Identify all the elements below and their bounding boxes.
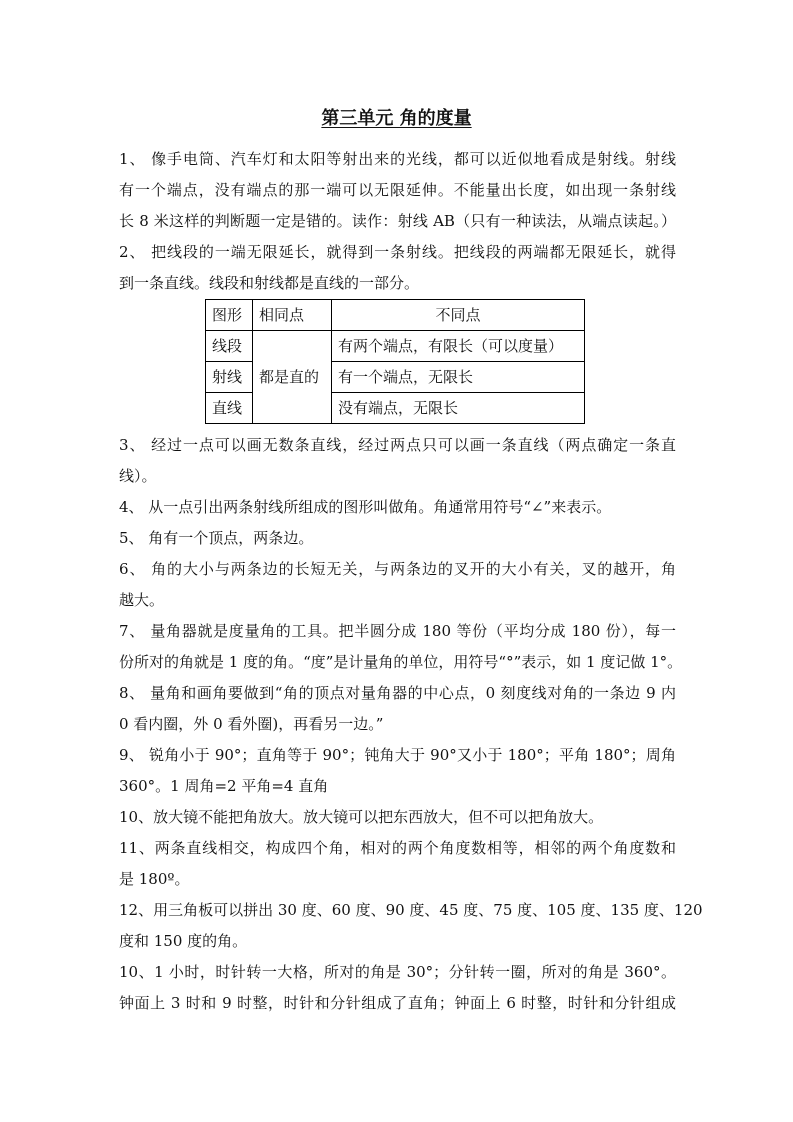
text-line: 钟面上 3 时和 9 时整，时针和分针组成了直角；钟面上 6 时整，时针和分针组成 <box>119 994 676 1012</box>
text-line: 9、 锐角小于 90°；直角等于 90°；钝角大于 90°又小于 180°；平角 180°；周角 <box>119 746 676 764</box>
text-line: 0 看内圈，外 0 看外圈)，再看另一边。” <box>119 715 384 733</box>
text-line: 度和 150 度的角。 <box>119 932 248 950</box>
text-line: 8、 量角和画角要做到“角的顶点对量角器的中心点，0 刻度线对角的一条边 9 内 <box>119 684 676 702</box>
paragraph-4 <box>119 492 676 523</box>
paragraph-8 <box>119 678 676 740</box>
text-line: 线）。 <box>119 467 157 485</box>
text-line: 6、 角的大小与两条边的长短无关，与两条边的叉开的大小有关，叉的越开，角 <box>119 560 676 578</box>
text-line: 5、 角有一个顶点，两条边。 <box>119 529 314 547</box>
table-cell-shape: 直线 <box>206 393 253 424</box>
table-header: 不同点 <box>332 300 585 331</box>
text-line: 是 180º。 <box>119 870 190 888</box>
text-line: 越大。 <box>119 591 165 609</box>
text-line: 长 8 米这样的判断题一定是错的。读作：射线 AB（只有一种读法，从端点读起。） <box>119 212 676 230</box>
text-line: 份所对的角就是 1 度的角。“度”是计量角的单位，用符号“°”表示，如 1 度记做 1°。 <box>119 653 683 671</box>
table-cell-shape: 射线 <box>206 362 253 393</box>
table-cell-diff: 有一个端点，无限长 <box>332 362 585 393</box>
text-line: 到一条直线。线段和射线都是直线的一部分。 <box>119 274 420 292</box>
table-header: 相同点 <box>253 300 332 331</box>
paragraph-12 <box>119 895 703 957</box>
paragraph-10 <box>119 802 676 833</box>
table-cell-shape: 线段 <box>206 331 253 362</box>
paragraph-13 <box>119 957 676 1019</box>
table-header: 图形 <box>206 300 253 331</box>
paragraph-1 <box>119 144 676 237</box>
paragraph-5 <box>119 523 676 554</box>
title-text: 第三单元 角的度量 <box>321 108 472 129</box>
page-title <box>0 104 793 130</box>
text-line: 12、用三角板可以拼出 30 度、60 度、90 度、45 度、75 度、105 度、135 度、120 <box>119 901 703 919</box>
table-row <box>206 331 585 362</box>
table-cell-diff: 没有端点，无限长 <box>332 393 585 424</box>
paragraph-7 <box>119 616 683 678</box>
table-cell-diff: 有两个端点，有限长（可以度量） <box>332 331 585 362</box>
text-line: 360°。1 周角=2 平角=4 直角 <box>119 777 329 795</box>
table-header-row <box>206 300 585 331</box>
paragraph-2 <box>119 237 676 299</box>
text-line: 7、 量角器就是度量角的工具。把半圆分成 180 等份（平均分成 180 份），每一 <box>119 622 676 640</box>
text-line: 10、1 小时，时针转一大格，所对的角是 30°；分针转一圈，所对的角是 360°。 <box>119 963 676 981</box>
document-body <box>119 144 703 1019</box>
paragraph-6 <box>119 554 676 616</box>
text-line: 10、放大镜不能把角放大。放大镜可以把东西放大，但不可以把角放大。 <box>119 808 604 826</box>
text-line: 有一个端点，没有端点的那一端可以无限延伸。不能量出长度，如出现一条射线 <box>119 181 676 199</box>
table-cell-common: 都是直的 <box>253 331 332 424</box>
paragraph-3 <box>119 430 676 492</box>
text-line: 3、 经过一点可以画无数条直线，经过两点只可以画一条直线（两点确定一条直 <box>119 436 676 454</box>
text-line: 4、 从一点引出两条射线所组成的图形叫做角。角通常用符号“∠”来表示。 <box>119 498 612 516</box>
text-line: 11、两条直线相交，构成四个角，相对的两个角度数相等，相邻的两个角度数和 <box>119 839 676 857</box>
paragraph-11 <box>119 833 676 895</box>
text-line: 2、 把线段的一端无限延长，就得到一条射线。把线段的两端都无限延长，就得 <box>119 243 676 261</box>
paragraph-9 <box>119 740 676 802</box>
text-line: 1、 像手电筒、汽车灯和太阳等射出来的光线，都可以近似地看成是射线。射线 <box>119 150 676 168</box>
comparison-table <box>205 299 585 424</box>
